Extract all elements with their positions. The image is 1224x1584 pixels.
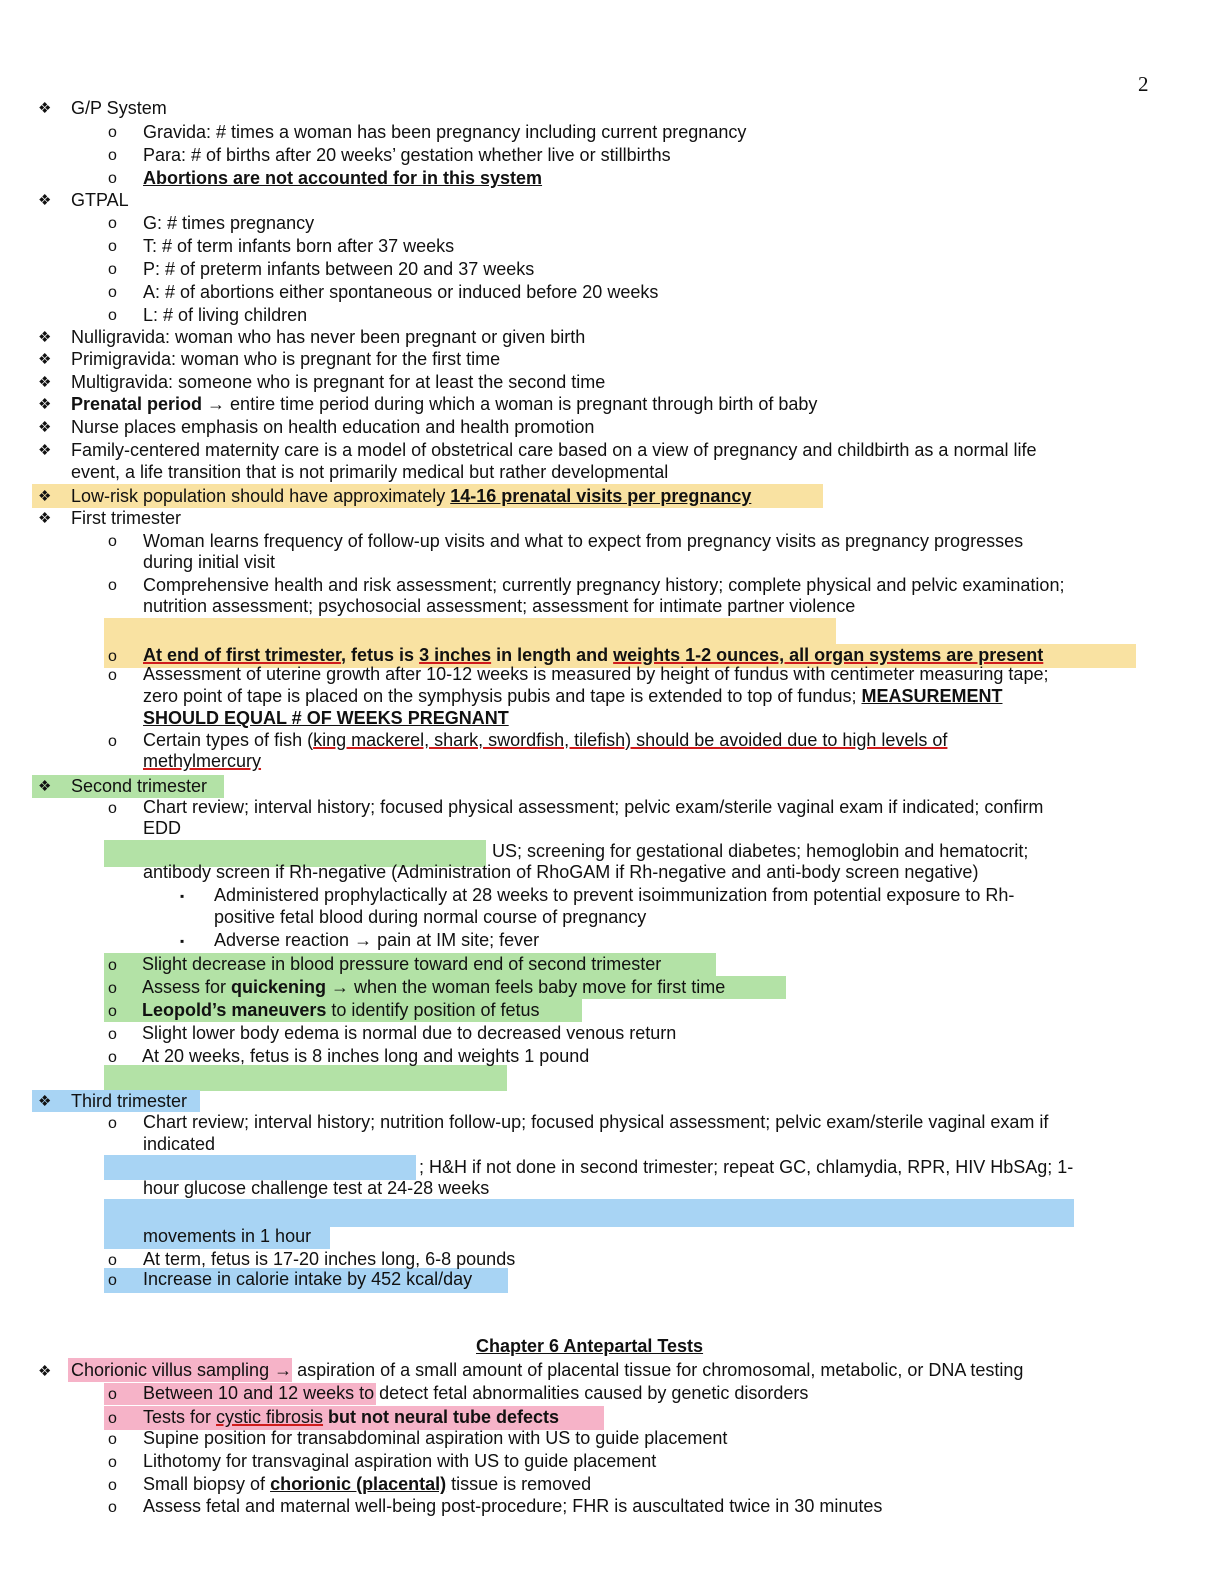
def-family-line1: Family-centered maternity care is a model of obstetrical care based on a view of pregnancy and childbirth as a normal life (71, 440, 1037, 460)
first-3-inches: 3 inches (419, 645, 492, 665)
gtpal-item: L: # of living children (143, 305, 308, 325)
lowrisk-text: Low-risk population should have approximately (71, 486, 451, 506)
diamond-bullet-icon: ❖ (38, 374, 52, 391)
first-weights: weights 1-2 ounces, all organ systems are present (613, 645, 1044, 665)
first-item4-line3: SHOULD EQUAL # OF WEEKS PREGNANT (143, 708, 509, 728)
second-quickening: quickening (231, 977, 327, 997)
third-item1-line2: indicated (143, 1134, 216, 1154)
cvs-not-ntd: but not neural tube defects (323, 1407, 560, 1427)
diamond-bullet-icon: ❖ (38, 351, 52, 368)
circle-bullet-icon: o (108, 1272, 117, 1289)
cvs-item5 (143, 1474, 591, 1495)
third-item5: Increase in calorie intake by 452 kcal/day (143, 1269, 473, 1289)
circle-bullet-icon: o (108, 1410, 117, 1427)
diamond-bullet-icon: ❖ (38, 442, 52, 459)
gtpal-item: A: # of abortions either spontaneous or induced before 20 weeks (143, 282, 659, 302)
second-item2-line2: antibody screen if Rh-negative (Administration of RhoGAM if Rh-negative and anti-body screen negative) (143, 862, 979, 882)
cvs-definition (71, 1360, 1023, 1381)
circle-bullet-icon: o (108, 1003, 117, 1020)
first-item5-line1 (143, 730, 947, 751)
second-assess: Assess for (142, 977, 232, 997)
third-item3: movements in 1 hour (143, 1226, 312, 1246)
def-prenatal (71, 394, 817, 415)
cvs-removed: tissue is removed (446, 1474, 592, 1494)
circle-bullet-icon: o (108, 980, 117, 997)
cvs-purpose: to detect fetal abnormalities caused by genetic disorders (354, 1383, 809, 1403)
def-family-line2: event, a life transition that is not primarily medical but rather developmental (71, 462, 669, 482)
circle-bullet-icon: o (108, 1499, 117, 1516)
gtpal-title: GTPAL (71, 190, 129, 210)
def-multigravida: Multigravida: someone who is pregnant for at least the second time (71, 372, 606, 392)
gp-para: Para: # of births after 20 weeks’ gestation whether live or stillbirths (143, 145, 671, 165)
cvs-item6: Assess fetal and maternal well-being post-procedure; FHR is auscultated twice in 30 minutes (143, 1496, 883, 1516)
cvs-term: Chorionic villus sampling (71, 1360, 270, 1380)
highlight-third-block (104, 1155, 416, 1180)
diamond-bullet-icon: ❖ (38, 1093, 52, 1110)
diamond-bullet-icon: ❖ (38, 1363, 52, 1380)
diamond-bullet-icon: ❖ (38, 778, 52, 795)
gp-title: G/P System (71, 98, 167, 118)
gtpal-item: G: # times pregnancy (143, 213, 315, 233)
first-fetus-is: , fetus is (341, 645, 420, 665)
square-bullet-icon: ▪ (180, 934, 185, 948)
second-leopold-def: to identify position of fetus (326, 1000, 540, 1020)
diamond-bullet-icon: ❖ (38, 100, 52, 117)
circle-bullet-icon: o (108, 238, 117, 255)
second-sub1-line2: positive fetal blood during normal course of pregnancy (214, 907, 647, 927)
square-bullet-icon: ▪ (180, 889, 185, 903)
first-item3 (143, 645, 1043, 666)
cvs-biopsy-text: Small biopsy of (143, 1474, 271, 1494)
first-item4-line1: Assessment of uterine growth after 10-12 weeks is measured by height of fundus with centimeter measuring tape; (143, 664, 1049, 684)
cvs-tests-for: Tests for (143, 1407, 217, 1427)
circle-bullet-icon: o (108, 577, 117, 594)
cvs-item4: Lithotomy for transvaginal aspiration with US to guide placement (143, 1451, 657, 1471)
second-sub1-line1: Administered prophylactically at 28 weeks to prevent isoimmunization from potential exposure to Rh- (214, 885, 1015, 905)
second-item5 (142, 1000, 540, 1021)
def-primigravida: Primigravida: woman who is pregnant for the first time (71, 349, 501, 369)
circle-bullet-icon: o (108, 533, 117, 550)
circle-bullet-icon: o (108, 1049, 117, 1066)
prenatal-definition: → entire time period during which a woman is pregnant through birth of baby (202, 394, 818, 414)
def-nulligravida: Nulligravida: woman who has never been pregnant or given birth (71, 327, 586, 347)
circle-bullet-icon: o (108, 1454, 117, 1471)
second-item1-line1: Chart review; interval history; focused physical assessment; pelvic exam/sterile vaginal exam if indicated; confirm (143, 797, 1044, 817)
second-trimester-title: Second trimester (71, 776, 208, 796)
chapter-heading: Chapter 6 Antepartal Tests (476, 1336, 704, 1356)
cvs-item1 (143, 1383, 808, 1404)
prenatal-term: Prenatal period (71, 394, 203, 414)
second-item4 (142, 977, 725, 998)
second-sub2: Adverse reaction → pain at IM site; fever (214, 930, 540, 950)
first-end-of-trimester: At end of first trimester (143, 645, 342, 665)
circle-bullet-icon: o (108, 1115, 117, 1132)
circle-bullet-icon: o (108, 1477, 117, 1494)
gtpal-item: T: # of term infants born after 37 weeks (143, 236, 455, 256)
highlight-third-wide (104, 1199, 1074, 1227)
third-item2-line2: hour glucose challenge test at 24-28 weeks (143, 1178, 490, 1198)
diamond-bullet-icon: ❖ (38, 510, 52, 527)
circle-bullet-icon: o (108, 667, 117, 684)
gtpal-item: P: # of preterm infants between 20 and 37 weeks (143, 259, 535, 279)
third-item1-line1: Chart review; interval history; nutrition follow-up; focused physical assessment; pelvic exam/sterile vaginal exam if (143, 1112, 1049, 1132)
first-zero-point: zero point of tape is placed on the symphysis pubis and tape is extended to top of fundus; (143, 686, 862, 706)
first-item4-line2 (143, 686, 1002, 707)
circle-bullet-icon: o (108, 1431, 117, 1448)
def-lowrisk (71, 486, 751, 507)
first-in-length: in length and (491, 645, 614, 665)
cvs-description: → aspiration of a small amount of placental tissue for chromosomal, metabolic, or DNA testing (269, 1360, 1024, 1380)
gp-gravida: Gravida: # times a woman has been pregnancy including current pregnancy (143, 122, 747, 142)
first-item1-line2: during initial visit (143, 552, 276, 572)
first-item5-line2: methylmercury (143, 751, 262, 771)
first-trimester-title: First trimester (71, 508, 181, 528)
cvs-chorionic: chorionic (placental) (270, 1474, 447, 1494)
third-item2-line1: ; H&H if not done in second trimester; repeat GC, chlamydia, RPR, HIV HbSAg; 1- (419, 1157, 1074, 1177)
second-item7: At 20 weeks, fetus is 8 inches long and weights 1 pound (142, 1046, 590, 1066)
second-item3: Slight decrease in blood pressure toward end of second trimester (142, 954, 662, 974)
second-item2-line1: US; screening for gestational diabetes; hemoglobin and hematocrit; (492, 841, 1029, 861)
diamond-bullet-icon: ❖ (38, 488, 52, 505)
cvs-item3: Supine position for transabdominal aspiration with US to guide placement (143, 1428, 728, 1448)
circle-bullet-icon: o (108, 800, 117, 817)
second-item1-line2: EDD (143, 818, 182, 838)
lowrisk-visits: 14-16 prenatal visits per pregnancy (450, 486, 752, 506)
cvs-cystic-fibrosis: cystic fibrosis (216, 1407, 324, 1427)
circle-bullet-icon: o (108, 170, 117, 187)
second-item6: Slight lower body edema is normal due to decreased venous return (142, 1023, 677, 1043)
circle-bullet-icon: o (108, 648, 117, 665)
second-quickening-def: → when the woman feels baby move for first time (326, 977, 726, 997)
circle-bullet-icon: o (108, 124, 117, 141)
second-leopold: Leopold’s maneuvers (142, 1000, 327, 1020)
first-fish-list: king mackerel, shark, swordfish, tilefish) should be avoided due to high levels of (313, 730, 948, 750)
circle-bullet-icon: o (108, 261, 117, 278)
circle-bullet-icon: o (108, 1026, 117, 1043)
def-nurse: Nurse places emphasis on health education and health promotion (71, 417, 595, 437)
cvs-weeks: Between 10 and 12 weeks (143, 1383, 355, 1403)
third-trimester-title: Third trimester (71, 1091, 188, 1111)
gp-abortions: Abortions are not accounted for in this system (143, 168, 543, 188)
circle-bullet-icon: o (108, 284, 117, 301)
circle-bullet-icon: o (108, 733, 117, 750)
circle-bullet-icon: o (108, 1252, 117, 1269)
third-item4: At term, fetus is 17-20 inches long, 6-8 pounds (143, 1249, 516, 1269)
first-item1-line1: Woman learns frequency of follow-up visits and what to expect from pregnancy visits as pregnancy progresses (143, 531, 1024, 551)
highlight-second-empty (104, 1065, 507, 1091)
circle-bullet-icon: o (108, 957, 117, 974)
diamond-bullet-icon: ❖ (38, 396, 52, 413)
circle-bullet-icon: o (108, 1386, 117, 1403)
first-item2-line2: nutrition assessment; psychosocial assessment; assessment for intimate partner violence (143, 596, 856, 616)
circle-bullet-icon: o (108, 307, 117, 324)
page-number: 2 (1138, 72, 1149, 96)
diamond-bullet-icon: ❖ (38, 419, 52, 436)
circle-bullet-icon: o (108, 147, 117, 164)
first-item2-line1: Comprehensive health and risk assessment; currently pregnancy history; complete physical and pelvic examination; (143, 575, 1065, 595)
cvs-item2 (143, 1407, 559, 1428)
first-fish-text: Certain types of fish ( (143, 730, 314, 750)
first-measurement: MEASUREMENT (861, 686, 1003, 706)
diamond-bullet-icon: ❖ (38, 192, 52, 209)
diamond-bullet-icon: ❖ (38, 329, 52, 346)
highlight-first-trimester-block (104, 618, 836, 644)
circle-bullet-icon: o (108, 215, 117, 232)
